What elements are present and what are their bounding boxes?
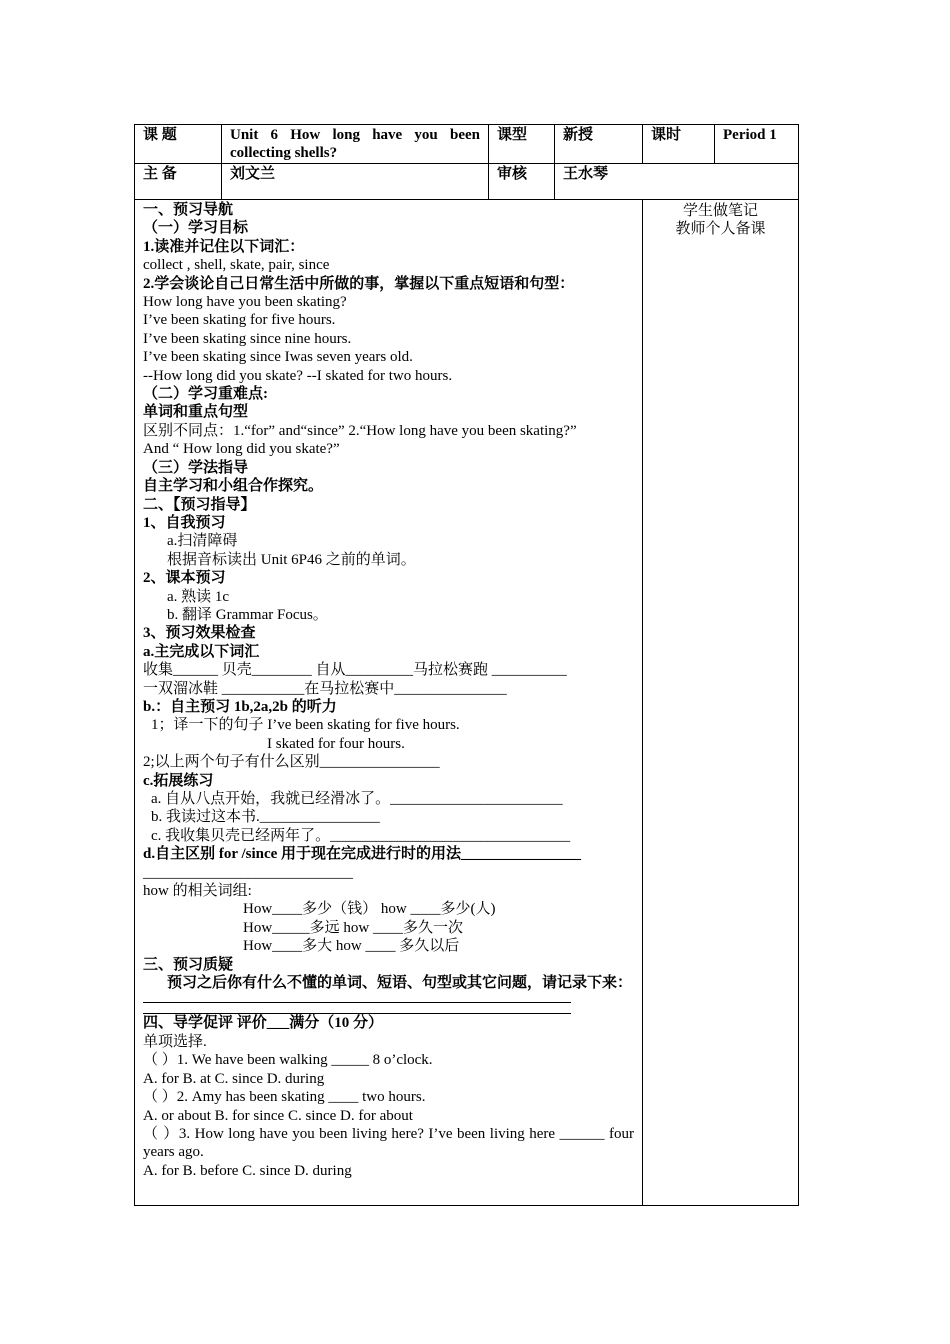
lesson-content: [135, 200, 643, 1206]
content-line: 一双溜冰鞋 ___________在马拉松赛中_______________: [143, 680, 507, 697]
content-line: （一）学习目标: [143, 220, 249, 237]
content-line: collect , shell, skate, pair, since: [143, 257, 330, 274]
content-line: 1；译一下的句子 I’ve been skating for five hours.: [151, 717, 460, 734]
content-row: [135, 200, 799, 1206]
content-line: b. 翻译 Grammar Focus。: [167, 606, 328, 623]
content-line: I’ve been skating since nine hours.: [143, 330, 352, 347]
author-label: 主 备: [135, 164, 222, 200]
content-line: How____多大 how ____ 多久以后: [243, 938, 460, 955]
content-line: 自主学习和小组合作探究。: [143, 478, 324, 495]
reviewer-label: 审核: [489, 164, 555, 200]
content-line: 1.读准并记住以下词汇：: [143, 238, 305, 255]
content-line: a.扫清障碍: [167, 533, 238, 550]
header-row-2: [135, 164, 799, 200]
content-line: 三、预习质疑: [143, 956, 234, 973]
content-line: （ ）2. Amy has been skating ____ two hours.: [143, 1089, 426, 1106]
author-value: 刘文兰: [222, 164, 489, 200]
content-line: c. 我收集贝壳已经两年了。________________________________: [151, 827, 571, 844]
content-line: How____多少（钱） how ____多少(人): [243, 901, 496, 918]
content-line: 一、预习导航: [143, 202, 234, 218]
type-label: 课型: [489, 125, 555, 164]
content-line: （三）学法指导: [143, 459, 249, 476]
content-line: 3、预习效果检查: [143, 625, 256, 642]
content-line: I skated for four hours.: [267, 735, 405, 752]
period-value: Period 1: [715, 125, 799, 164]
content-line: 四、导学促评 评价___满分（10 分）: [143, 1015, 384, 1032]
content-line: （二）学习重难点:: [143, 386, 268, 403]
reviewer-value: 王水琴: [555, 164, 799, 200]
content-line: 单词和重点句型: [143, 404, 249, 421]
type-value: 新授: [555, 125, 643, 164]
content-line: And “ How long did you skate?”: [143, 441, 340, 458]
content-line: 区别不同点：1.“for” and“since” 2.“How long have you been skating?”: [143, 422, 577, 439]
content-line: （ ）1. We have been walking _____ 8 o’clock.: [143, 1052, 433, 1069]
content-line: d.自主区别 for /since 用于现在完成进行时的用法________________: [143, 846, 582, 863]
content-line: a.主完成以下词汇: [143, 643, 260, 660]
notes-line-student: 学生做笔记: [682, 203, 758, 219]
content-line: b.：自主预习 1b,2a,2b 的听力: [143, 698, 337, 715]
period-label: 课时: [643, 125, 715, 164]
content-line: ____________________________: [143, 864, 353, 881]
content-line: a. 熟读 1c: [167, 588, 230, 605]
content-line: How long have you been skating?: [143, 294, 347, 311]
content-line: 根据音标读出 Unit 6P46 之前的单词。: [167, 551, 416, 568]
lesson-plan-table: [134, 124, 799, 1206]
content-line: 2;以上两个句子有什么区别________________: [143, 754, 440, 771]
content-line: A. or about B. for since C. since D. for about: [143, 1107, 413, 1124]
content-line: how 的相关词组:: [143, 883, 252, 900]
content-line: 预习之后你有什么不懂的单词、短语、句型或其它问题，请记录下来：: [167, 975, 633, 992]
content-line: c.拓展练习: [143, 772, 214, 789]
content-line: 2、课本预习: [143, 570, 226, 587]
content-line: A. for B. before C. since D. during: [143, 1162, 352, 1179]
answer-line: [143, 1003, 571, 1014]
notes-line-teacher: 教师个人备课: [675, 221, 766, 237]
content-line: How_____多远 how ____多久一次: [243, 919, 463, 936]
content-line: I’ve been skating for five hours.: [143, 312, 336, 329]
topic-value: Unit 6 How long have you been collecting shells?: [222, 125, 489, 164]
content-line: 二、【预习指导】: [143, 496, 256, 513]
content-line: （ ）3. How long have you been living here? I’ve been living here ______ four years ago.: [143, 1125, 634, 1161]
header-row-1: [135, 125, 799, 164]
notes-column: [643, 200, 799, 1206]
content-line: 单项选择.: [143, 1033, 207, 1050]
topic-label: 课 题: [135, 125, 222, 164]
content-line: 收集______ 贝壳________ 自从_________马拉松赛跑 __________: [143, 662, 567, 679]
content-line: 1、自我预习: [143, 514, 226, 531]
content-line: --How long did you skate? --I skated for two hours.: [143, 367, 453, 384]
content-line: I’ve been skating since Iwas seven years old.: [143, 349, 413, 366]
content-line: a. 自从八点开始，我就已经滑冰了。_______________________: [151, 791, 563, 807]
content-line: A. for B. at C. since D. during: [143, 1070, 325, 1087]
content-line: 2.学会谈论自己日常生活中所做的事，掌握以下重点短语和句型：: [143, 275, 575, 292]
answer-line: [143, 992, 571, 1003]
content-line: b. 我读过这本书.________________: [151, 809, 380, 826]
